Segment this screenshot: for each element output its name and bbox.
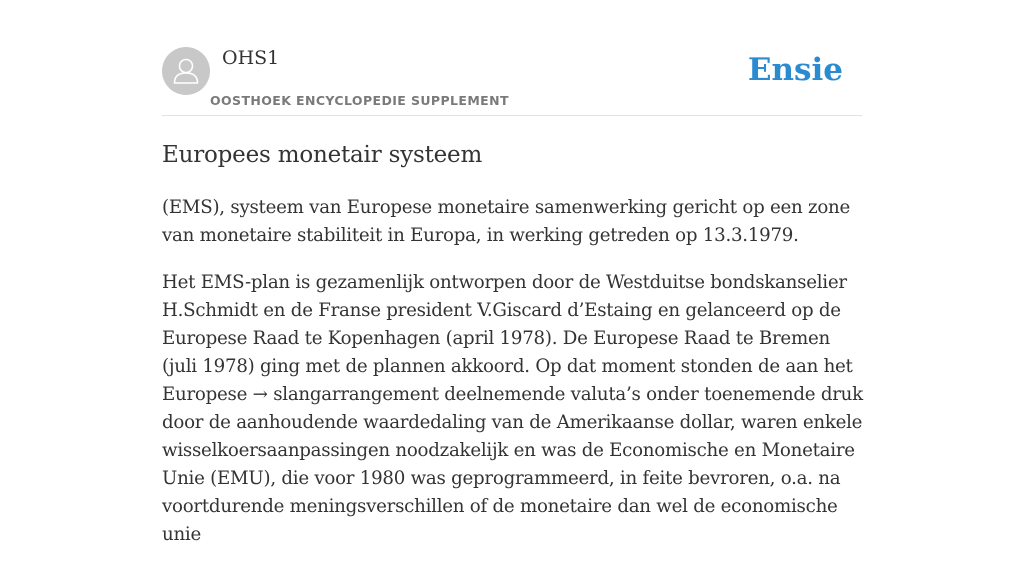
article-header [162, 46, 862, 116]
article-paragraph: Het EMS-plan is gezamenlijk ontworpen door de Westduitse bondskanselier H.Schmidt en de Franse president V.Giscard d’Estaing en gelanceerd op de Europese Raad te Kopenhagen (april 1978). De Europese Raad te Bremen (juli 1978) ging met de plannen akkoord. Op dat moment stonden de aan het Europese → slangarrangement deelnemende valuta’s onder toenemende druk door de aanhoudende waardedaling van de Amerikaanse dollar, waren enkele wisselkoersaanpassingen noodzakelijk en was de Economische en Monetaire Unie (EMU), die voor 1980 was geprogrammeerd, in feite bevroren, o.a. na voortdurende meningsverschillen of de monetaire dan wel de economische unie [162, 272, 863, 545]
avatar[interactable] [162, 47, 210, 95]
author-name[interactable]: OHS1 [222, 47, 280, 69]
article-content [162, 138, 866, 568]
user-silhouette-icon [162, 47, 210, 95]
source-label[interactable]: OOSTHOEK ENCYCLOPEDIE SUPPLEMENT [210, 93, 509, 108]
brand-logo[interactable]: Ensie [747, 52, 843, 88]
page-title: Europees monetair systeem [162, 142, 483, 168]
article-paragraph: (EMS), systeem van Europese monetaire samenwerking gericht op een zone van monetaire stabiliteit in Europa, in werking getreden op 13.3.1979. [162, 197, 851, 246]
